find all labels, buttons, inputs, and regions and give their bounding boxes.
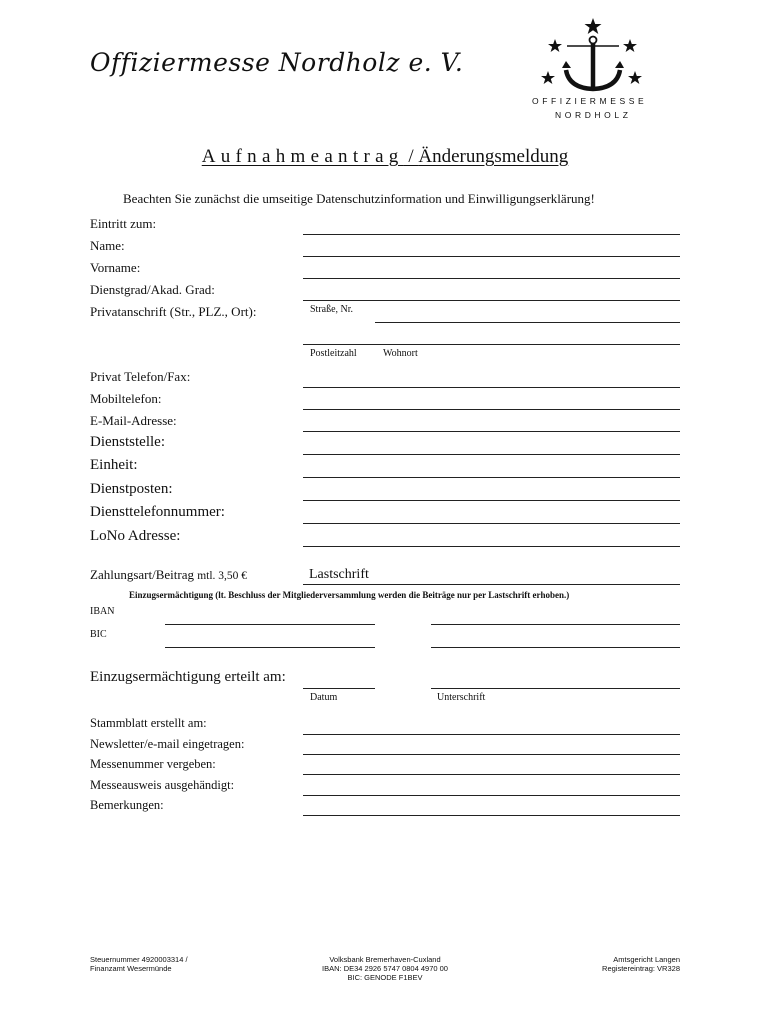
hint-wohnort: Wohnort [383,348,418,359]
form-title-part2: Änderungsmeldung [418,146,569,167]
payment-method-value: Lastschrift [309,567,369,582]
input-line-iban-1[interactable] [165,624,375,625]
label-iban: IBAN [90,606,115,617]
input-line-zahlungsart[interactable] [303,584,680,585]
label-dienstgrad: Dienstgrad/Akad. Grad: [90,282,215,297]
input-line-dienststelle[interactable] [303,454,680,455]
input-line-eintritt[interactable] [303,234,680,235]
label-vorname: Vorname: [90,260,141,275]
input-line-plz-ort[interactable] [303,344,680,345]
hint-datum: Datum [310,692,338,703]
label-beitrag-amount: mtl. 3,50 € [197,570,248,582]
input-line-name[interactable] [303,256,680,257]
footer-tax-number: Steuernummer 4920003314 / [90,955,188,964]
footer-tax-office: Finanzamt Wesermünde [90,964,172,973]
logo-text-line-2: NORDHOLZ [555,110,632,120]
input-line-einheit[interactable] [303,477,680,478]
hint-strasse: Straße, Nr. [310,304,354,315]
form-title [0,146,770,168]
label-privatanschrift: Privatanschrift (Str., PLZ., Ort): [90,304,257,319]
input-line-messenummer[interactable] [303,774,680,775]
input-line-strasse[interactable] [375,322,680,323]
input-line-vorname[interactable] [303,278,680,279]
label-mobil: Mobiltelefon: [90,391,162,406]
footer-register: Registereintrag: VR328 [602,964,680,973]
footer-bank-name: Volksbank Bremerhaven-Cuxland [329,955,441,964]
input-line-email[interactable] [303,431,680,432]
label-email: E-Mail-Adresse: [90,413,177,428]
label-zahlungsart [90,567,247,583]
label-name: Name: [90,238,125,253]
input-line-messeausweis[interactable] [303,795,680,796]
footer-bank-iban: IBAN: DE34 2926 5747 0804 4970 00 [322,964,448,973]
input-line-lono[interactable] [303,546,680,547]
input-line-newsletter[interactable] [303,754,680,755]
input-line-stammblatt[interactable] [303,734,680,735]
label-einheit: Einheit: [90,457,138,473]
input-line-date[interactable] [303,688,375,689]
input-line-bic-2[interactable] [431,647,680,648]
label-lono: LoNo Adresse: [90,528,181,544]
intro-note: Beachten Sie zunächst die umseitige Datenschutzinformation und Einwilligungserklärung! [123,191,595,206]
input-line-dienstposten[interactable] [303,500,680,501]
label-zahlungsart-text: Zahlungsart/Beitrag [90,567,194,582]
hint-postleitzahl: Postleitzahl [310,348,357,359]
mandate-note: Einzugsermächtigung (lt. Beschluss der Mitgliederversammlung werden die Beiträge nur per Lastschrift erhoben.) [129,590,570,600]
input-line-bic-1[interactable] [165,647,375,648]
label-messenummer: Messenummer vergeben: [90,757,216,771]
input-line-diensttelefon[interactable] [303,523,680,524]
form-title-separator: / [403,146,419,167]
label-eintritt: Eintritt zum: [90,216,157,231]
input-line-bemerkungen[interactable] [303,815,680,816]
label-dienststelle: Dienststelle: [90,434,165,450]
input-line-signature[interactable] [431,688,680,689]
logo-text-line-1: OFFIZIERMESSE [532,96,648,106]
label-bic: BIC [90,629,107,640]
footer-bank-bic: BIC: GENODE F1BEV [347,973,423,982]
label-bemerkungen: Bemerkungen: [90,798,164,812]
footer-court-info [560,955,680,973]
input-line-iban-2[interactable] [431,624,680,625]
label-mandate-given: Einzugsermächtigung erteilt am: [90,669,286,685]
input-line-telefon[interactable] [303,387,680,388]
footer-bank-info [285,955,485,982]
label-stammblatt: Stammblatt erstellt am: [90,716,207,730]
form-title-part1: Aufnahmeantrag [201,146,404,167]
footer-court: Amtsgericht Langen [613,955,680,964]
input-line-mobil[interactable] [303,409,680,410]
label-dienstposten: Dienstposten: [90,481,173,497]
label-telefon: Privat Telefon/Fax: [90,369,191,384]
organization-name: Offiziermesse Nordholz e. V. [90,48,464,77]
label-newsletter: Newsletter/e-mail eingetragen: [90,737,245,751]
label-diensttelefon: Diensttelefonnummer: [90,504,225,520]
input-line-dienstgrad[interactable] [303,300,680,301]
hint-unterschrift: Unterschrift [437,692,486,703]
label-messeausweis: Messeausweis ausgehändigt: [90,778,235,792]
footer-tax-info [90,955,188,973]
